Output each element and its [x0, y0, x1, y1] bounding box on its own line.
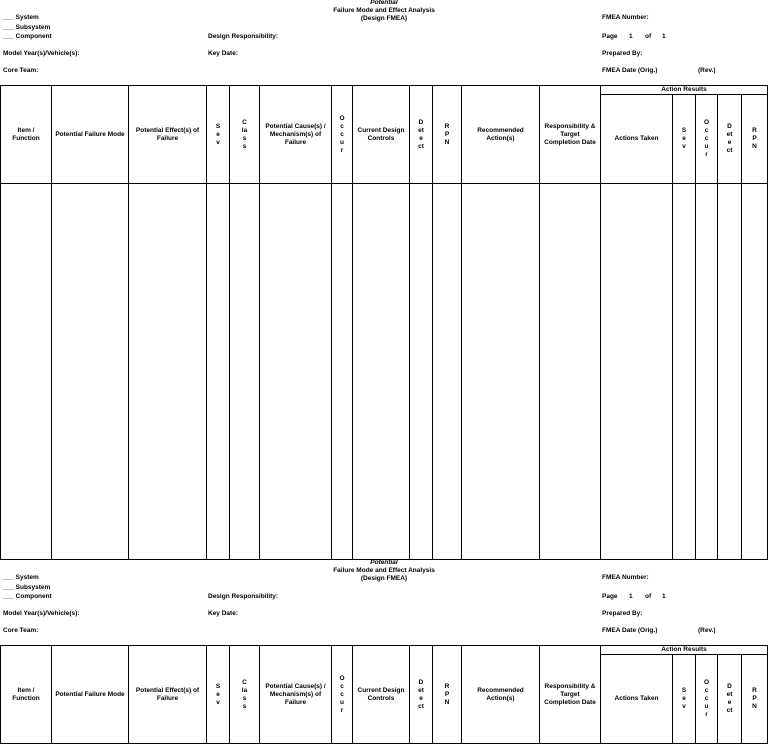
- col-class: Class: [230, 646, 260, 744]
- col-detect-2: Detect: [718, 655, 742, 744]
- design-responsibility-label: Design Responsibility:: [208, 33, 279, 40]
- cell-rpn[interactable]: [433, 184, 462, 560]
- action-results-header: Action Results: [601, 86, 768, 95]
- col-item-function: Item / Function: [1, 86, 52, 184]
- page-number: 1: [629, 593, 633, 600]
- cell-failure-mode[interactable]: [52, 184, 129, 560]
- fmea-date-label: FMEA Date (Orig.): [602, 627, 658, 634]
- col-sev-2: Sev: [673, 95, 696, 184]
- design-responsibility-label: Design Responsibility:: [208, 593, 279, 600]
- col-sev: Sev: [207, 86, 230, 184]
- core-team-label: Core Team:: [3, 67, 39, 74]
- title-line-2: Failure Mode and Effect Analysis: [333, 7, 435, 14]
- col-recommended: Recommended Action(s): [462, 646, 540, 744]
- col-detect: Detect: [410, 86, 433, 184]
- col-class: Class: [230, 86, 260, 184]
- col-effects: Potential Effect(s) of Failure: [129, 646, 207, 744]
- key-date-label: Key Date:: [208, 610, 238, 617]
- subsystem-option: ___ Subsystem: [3, 584, 51, 591]
- cell-actions-taken[interactable]: [601, 184, 673, 560]
- col-detect: Detect: [410, 646, 433, 744]
- col-actions-taken: Actions Taken: [601, 655, 673, 744]
- prepared-by-label: Prepared By:: [602, 50, 643, 57]
- fmea-table: [0, 85, 768, 560]
- fmea-date-label: FMEA Date (Orig.): [602, 67, 658, 74]
- fmea-number-label: FMEA Number:: [602, 574, 649, 581]
- page-label: Page: [602, 593, 618, 600]
- page-total: 1: [662, 33, 666, 40]
- col-detect-2: Detect: [718, 95, 742, 184]
- fmea-table: [0, 645, 768, 744]
- cell-sev-2[interactable]: [673, 184, 696, 560]
- cell-detect[interactable]: [410, 184, 433, 560]
- title-line-1: Potential: [370, 559, 398, 566]
- system-option: ___ System: [3, 14, 39, 21]
- col-failure-mode: Potential Failure Mode: [52, 86, 129, 184]
- cell-occur[interactable]: [332, 184, 353, 560]
- col-rpn: RPN: [433, 86, 462, 184]
- cell-responsibility[interactable]: [540, 184, 601, 560]
- subsystem-option: ___ Subsystem: [3, 24, 51, 31]
- core-team-label: Core Team:: [3, 627, 39, 634]
- col-causes: Potential Cause(s) / Mechanism(s) of Failure: [260, 86, 332, 184]
- title-line-2: Failure Mode and Effect Analysis: [333, 567, 435, 574]
- col-occur: Occur: [332, 646, 353, 744]
- cell-class[interactable]: [230, 184, 260, 560]
- form-title: [0, 559, 768, 583]
- cell-item-function[interactable]: [1, 184, 52, 560]
- col-responsibility: Responsibility & Target Completion Date: [540, 86, 601, 184]
- key-date-label: Key Date:: [208, 50, 238, 57]
- cell-recommended[interactable]: [462, 184, 540, 560]
- entry-row: [1, 184, 768, 560]
- model-year-label: Model Year(s)/Vehicle(s):: [3, 50, 80, 57]
- col-rpn: RPN: [433, 646, 462, 744]
- of-label: of: [645, 593, 652, 600]
- cell-occur-2[interactable]: [696, 184, 718, 560]
- cell-rpn-2[interactable]: [742, 184, 768, 560]
- action-results-header: Action Results: [601, 646, 768, 655]
- col-occur: Occur: [332, 86, 353, 184]
- of-label: of: [645, 33, 652, 40]
- col-controls: Current Design Controls: [353, 86, 410, 184]
- form-title: [0, 0, 768, 23]
- cell-controls[interactable]: [353, 184, 410, 560]
- col-causes: Potential Cause(s) / Mechanism(s) of Failure: [260, 646, 332, 744]
- col-item-function: Item / Function: [1, 646, 52, 744]
- col-actions-taken: Actions Taken: [601, 95, 673, 184]
- col-sev-2: Sev: [673, 655, 696, 744]
- title-line-1: Potential: [370, 0, 398, 6]
- title-line-3: (Design FMEA): [360, 575, 408, 582]
- rev-label: (Rev.): [698, 67, 716, 74]
- rev-label: (Rev.): [698, 627, 716, 634]
- cell-effects[interactable]: [129, 184, 207, 560]
- model-year-label: Model Year(s)/Vehicle(s):: [3, 610, 80, 617]
- col-rpn-2: RPN: [742, 655, 768, 744]
- cell-causes[interactable]: [260, 184, 332, 560]
- title-line-3: (Design FMEA): [360, 15, 408, 22]
- col-sev: Sev: [207, 646, 230, 744]
- component-option: ___ Component: [3, 33, 52, 40]
- system-option: ___ System: [3, 574, 39, 581]
- component-option: ___ Component: [3, 593, 52, 600]
- cell-detect-2[interactable]: [718, 184, 742, 560]
- page-total: 1: [662, 593, 666, 600]
- fmea-number-label: FMEA Number:: [602, 14, 649, 21]
- col-controls: Current Design Controls: [353, 646, 410, 744]
- col-occur-2: Occur: [696, 95, 718, 184]
- col-responsibility: Responsibility & Target Completion Date: [540, 646, 601, 744]
- col-recommended: Recommended Action(s): [462, 86, 540, 184]
- col-rpn-2: RPN: [742, 95, 768, 184]
- col-effects: Potential Effect(s) of Failure: [129, 86, 207, 184]
- col-occur-2: Occur: [696, 655, 718, 744]
- cell-sev[interactable]: [207, 184, 230, 560]
- page-label: Page: [602, 33, 618, 40]
- col-failure-mode: Potential Failure Mode: [52, 646, 129, 744]
- page-number: 1: [629, 33, 633, 40]
- prepared-by-label: Prepared By:: [602, 610, 643, 617]
